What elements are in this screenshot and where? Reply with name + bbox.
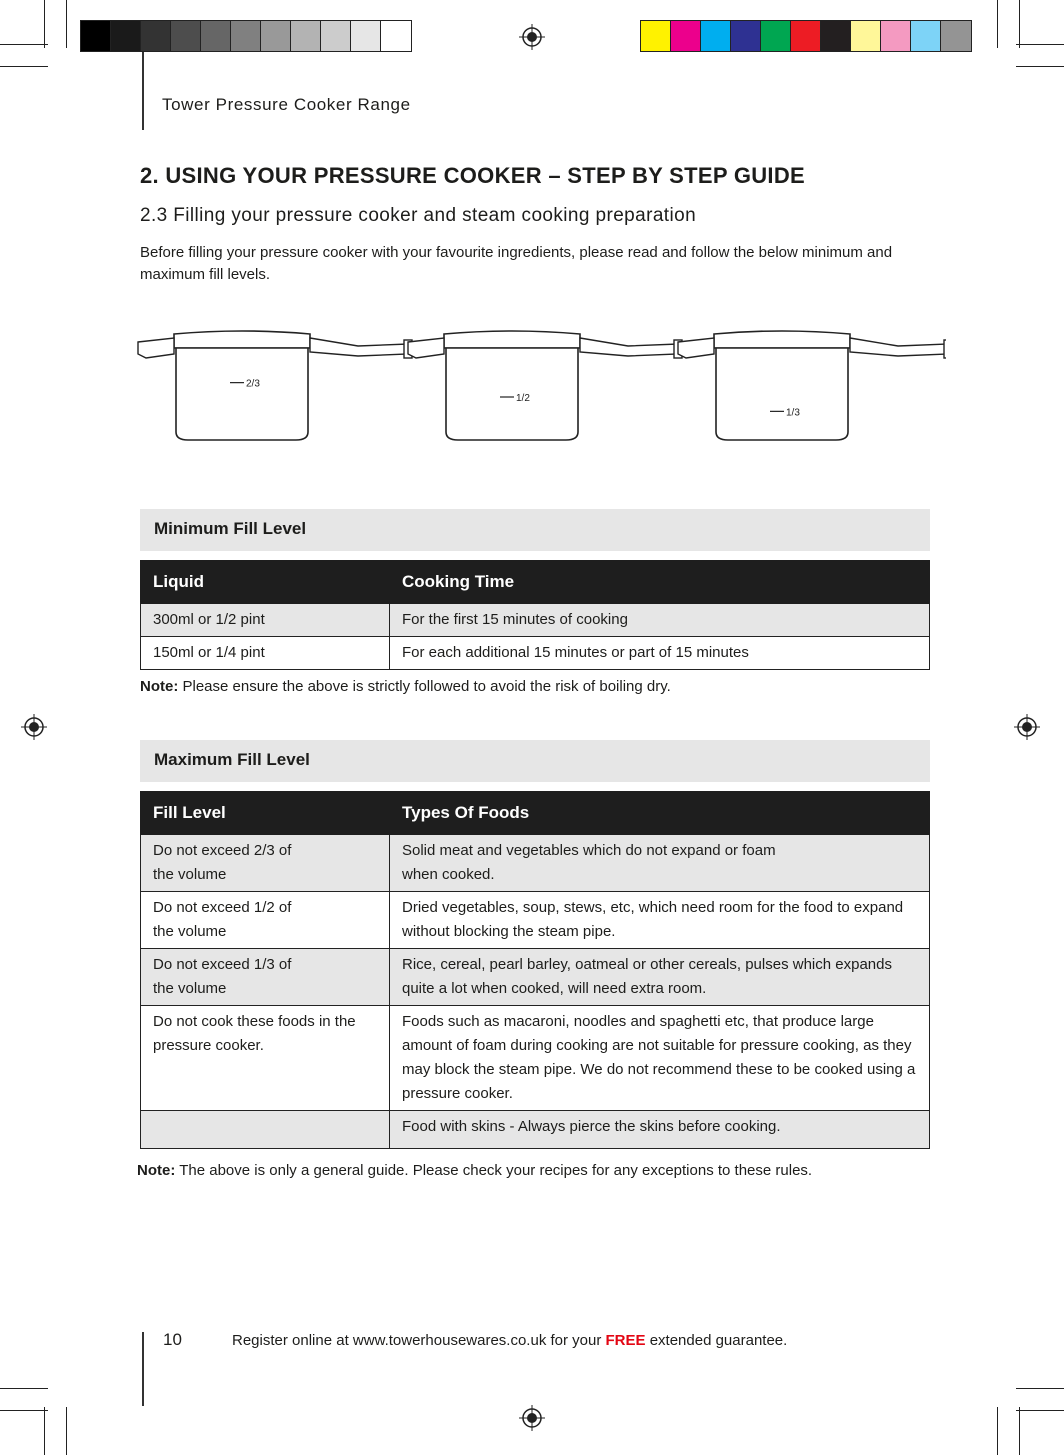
- header-rule: [142, 52, 144, 130]
- table-row: [141, 835, 930, 892]
- table-row: [141, 949, 930, 1006]
- running-head: Tower Pressure Cooker Range: [162, 95, 411, 114]
- color-swatch: [171, 21, 201, 51]
- registration-mark-bottom-icon: [519, 1405, 545, 1431]
- minimum-note: [140, 678, 671, 695]
- color-swatch: [81, 21, 111, 51]
- registration-mark-top-icon: [519, 24, 545, 50]
- table-row: [141, 637, 930, 670]
- fill-level-label: 2/3: [246, 378, 260, 390]
- intro-paragraph: Before filling your pressure cooker with your favourite ingredients, please read and follow the below minimum and maximum fill levels.: [140, 244, 893, 283]
- color-swatch: [381, 21, 411, 51]
- column-header-types-of-foods: Types Of Foods: [390, 792, 930, 835]
- footer-text-before: Register online at www.towerhousewares.co.uk for your: [232, 1332, 606, 1349]
- table-row: [141, 1111, 930, 1149]
- color-swatch: [731, 21, 761, 51]
- table-cell: Dried vegetables, soup, stews, etc, which need room for the food to expand without blocking the steam pipe.: [390, 892, 930, 949]
- pressure-cooker-fill-illustration: [134, 320, 946, 460]
- footer-text-after: extended guarantee.: [645, 1332, 788, 1349]
- note-label: Note:: [137, 1162, 176, 1179]
- color-swatch: [351, 21, 381, 51]
- section-title: 2. USING YOUR PRESSURE COOKER – STEP BY STEP GUIDE: [140, 163, 805, 188]
- footer-guarantee-text: [232, 1332, 787, 1349]
- subsection-title: 2.3 Filling your pressure cooker and steam cooking preparation: [140, 205, 697, 226]
- color-swatch: [111, 21, 141, 51]
- pressure-cooker-pot: [408, 331, 682, 440]
- color-swatch: [791, 21, 821, 51]
- table-cell: For the first 15 minutes of cooking: [390, 604, 930, 637]
- fill-level-label: 1/2: [516, 393, 530, 404]
- color-swatch: [261, 21, 291, 51]
- maximum-fill-table: [140, 791, 930, 1149]
- maximum-note: [137, 1162, 812, 1179]
- footer-rule: [142, 1332, 144, 1406]
- note-text: Please ensure the above is strictly followed to avoid the risk of boiling dry.: [178, 678, 671, 695]
- fill-level-label: 1/3: [786, 407, 800, 419]
- color-swatch: [201, 21, 231, 51]
- table-cell: 150ml or 1/4 pint: [141, 637, 390, 670]
- color-swatch: [911, 21, 941, 51]
- page-number: 10: [163, 1330, 182, 1349]
- minimum-fill-table: [140, 560, 930, 670]
- table-cell: Do not cook these foods in the pressure cooker.: [141, 1006, 390, 1111]
- table-cell: [141, 1111, 390, 1149]
- color-swatch: [761, 21, 791, 51]
- color-swatch: [291, 21, 321, 51]
- color-swatch: [701, 21, 731, 51]
- maximum-fill-heading: Maximum Fill Level: [140, 740, 930, 782]
- note-text: The above is only a general guide. Please check your recipes for any exceptions to these rules.: [175, 1162, 813, 1179]
- color-swatch: [671, 21, 701, 51]
- table-cell: 300ml or 1/2 pint: [141, 604, 390, 637]
- color-swatch: [881, 21, 911, 51]
- pressure-cooker-pot: [678, 331, 946, 440]
- table-cell: For each additional 15 minutes or part of 15 minutes: [390, 637, 930, 670]
- grayscale-color-bar: [80, 20, 412, 52]
- color-swatch: [821, 21, 851, 51]
- note-label: Note:: [140, 678, 179, 695]
- table-row: [141, 604, 930, 637]
- table-cell: Do not exceed 2/3 of the volume: [141, 835, 390, 892]
- free-badge: FREE: [605, 1332, 646, 1349]
- pressure-cooker-pot: [138, 331, 412, 440]
- table-cell: Do not exceed 1/3 of the volume: [141, 949, 390, 1006]
- registration-mark-left-icon: [21, 714, 47, 740]
- table-cell: Solid meat and vegetables which do not expand or foam when cooked.: [390, 835, 930, 892]
- minimum-fill-heading: Minimum Fill Level: [140, 509, 930, 551]
- color-swatch: [141, 21, 171, 51]
- color-swatch: [231, 21, 261, 51]
- table-cell: Do not exceed 1/2 of the volume: [141, 892, 390, 949]
- registration-mark-right-icon: [1014, 714, 1040, 740]
- column-header-liquid: Liquid: [141, 561, 390, 604]
- table-row: [141, 1006, 930, 1111]
- color-swatch: [851, 21, 881, 51]
- table-cell: Foods such as macaroni, noodles and spaghetti etc, that produce large amount of foam during cooking are not suitable for pressure cooking, as they may block the steam pipe. We do not recommend these to be cooked using a pressure cooker.: [390, 1006, 930, 1111]
- color-swatch: [641, 21, 671, 51]
- process-color-bar: [640, 20, 972, 52]
- column-header-cooking-time: Cooking Time: [390, 561, 930, 604]
- color-swatch: [321, 21, 351, 51]
- table-cell: Rice, cereal, pearl barley, oatmeal or other cereals, pulses which expands quite a lot when cooked, will need extra room.: [390, 949, 930, 1006]
- column-header-fill-level: Fill Level: [141, 792, 390, 835]
- table-cell: Food with skins - Always pierce the skins before cooking.: [390, 1111, 930, 1149]
- color-swatch: [941, 21, 971, 51]
- table-row: [141, 892, 930, 949]
